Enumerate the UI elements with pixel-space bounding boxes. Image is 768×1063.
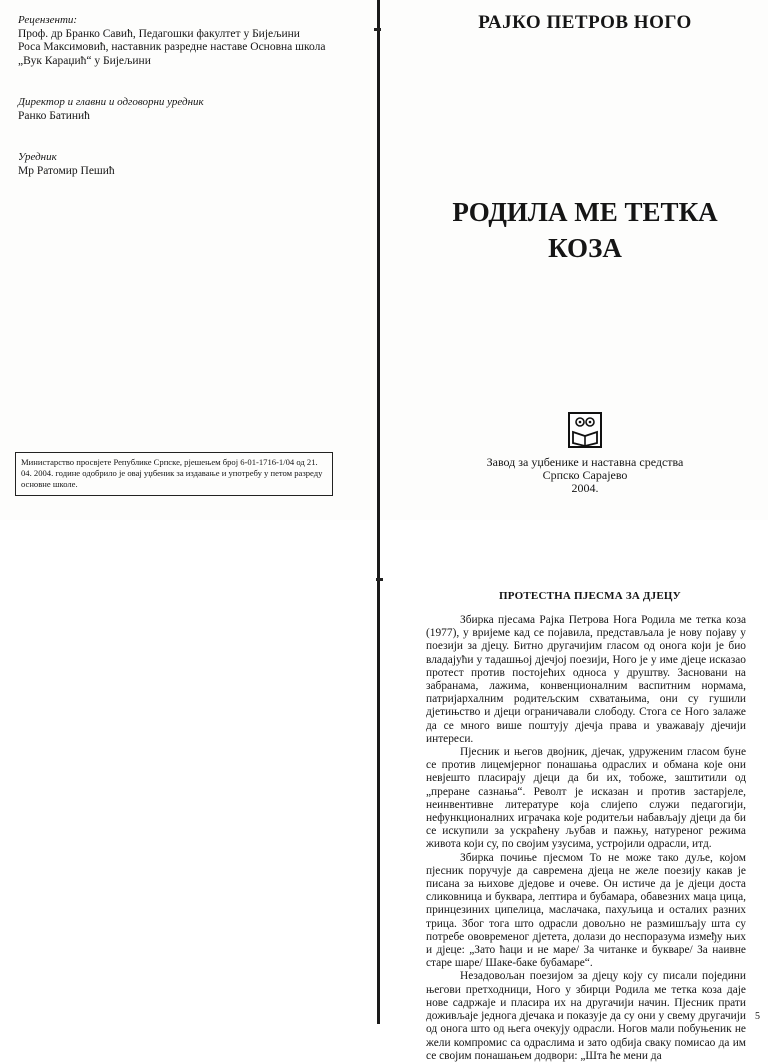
gutter-tick — [374, 28, 381, 31]
essay-paragraph: Збирка почиње пјесмом То не може тако дуље, којом пјесник поручује да савремена дјеца не желе поезију какав је писана за њихове дједове и очеве. Он истиче да је дјеци доста сликовница и буквара, лептира и бубамара, обавезних маца цица, принцезиних ципелица, маслачака, пахуљица и осталих разних трица. Због тога што одрасли довољно не размишљају шта су потребе ововременог дјетета, долази до неспоразума између њих и дјеце: „Зато ћаци и не маре/ За читанке и букваре/ За наивне старе шаре/ Шаке-баке бубамаре“. — [426, 851, 746, 970]
binding-gutter — [377, 0, 380, 520]
publisher-block — [450, 456, 720, 495]
gutter-tick — [376, 578, 383, 581]
reviewers-heading: Рецензенти: — [18, 14, 78, 26]
essay-title: ПРОТЕСТНА ПЈЕСМА ЗА ДЈЕЦУ — [499, 590, 681, 602]
reviewer-line: Роса Максимовић, наставник разредне наставе Основна школа — [18, 41, 326, 53]
director-name: Ранко Батинић — [18, 109, 90, 122]
director-heading: Директор и главни и одговорни уредник — [18, 96, 204, 108]
top-spread — [0, 0, 768, 520]
page-number: 5 — [755, 1011, 760, 1022]
publisher-city: Српско Сарајево — [542, 468, 628, 482]
essay — [426, 590, 746, 1063]
editor-section — [18, 151, 358, 178]
ministry-approval-note: Министарство просвјете Републике Српске, рјешењем број 6-01-1716-1/04 од 21. 04. 2004. године одобрило је овај уџбеник за издавање и употребу у петом разреду основне школе. — [15, 452, 333, 496]
essay-paragraph: Пјесник и његов двојник, дјечак, удруженим гласом буне се против лицемјерног понашања одраслих и обмана које они невјешто пласирају дјеци да би их, тобоже, заштитили од „преране сазнања“. Револт је исказан и против застарјеле, неинвентивне литературе која слијепо служи педагогији, нефункционалних играчака које родитељи набављају дјеци да би се искупили за ускраћену љубав и пажњу, натуреног режима живота који су, по својим узусима, устројили одрасли, итд. — [426, 746, 746, 851]
reviewer-line: „Вук Караџић“ у Бијељини — [18, 54, 151, 67]
reviewers-section — [18, 14, 358, 68]
publication-year: 2004. — [571, 481, 599, 495]
binding-gutter — [377, 520, 380, 1024]
author-name: РАЈКО ПЕТРОВ НОГО — [478, 12, 692, 33]
essay-paragraph: Збирка пјесама Рајка Петрова Нога Родила ме тетка коза (1977), у вријеме кад се појавила, представљала је нову појаву у поезији за дјецу. Битно другачијим гласом од онога који је био владајући у тадашњој дјечјој поезији, Ного је у име дјеце исказао протест против постојећих односа у друштву. Засновани на забранама, лажима, конвенционалним васпитним нормама, патријархалним родитељским схватањима, они су гушили дјетињство и дјеци ограничавали слободу. Стога се Ного залаже да се много више поштују дјечја права и уважавају дјечији интереси. — [426, 614, 746, 745]
editor-heading: Уредник — [18, 151, 57, 163]
book-title — [420, 194, 750, 266]
editor-name: Мр Ратомир Пешић — [18, 164, 115, 177]
essay-paragraph: Незадовољан поезијом за дјецу коју су писали поједини његови претходници, Ного у збирци Родила ме тетка коза даје нове садржаје и пласира их на другачији начин. Пјесник прати доживљаје једнога дјечака и показује да су они у свему другачији од онога што од њега очекују одрасли. Ногов мали побуњеник не жели компромис са одраслима и зато одбија сваку помисао да им се својим понашањем додвори: „Шта ће мени да — [426, 970, 746, 1062]
director-section — [18, 96, 358, 123]
reviewer-line: Проф. др Бранко Савић, Педагошки факултет у Бијељини — [18, 27, 300, 40]
bottom-spread — [0, 520, 768, 1062]
book-title-line: РОДИЛА МЕ ТЕТКА — [452, 197, 718, 227]
book-title-line: КОЗА — [548, 233, 622, 263]
credits-block — [18, 14, 358, 206]
essay-body — [426, 614, 746, 1063]
owl-book-icon — [568, 412, 602, 448]
publisher-name: Завод за уџбенике и наставна средства — [486, 455, 684, 469]
